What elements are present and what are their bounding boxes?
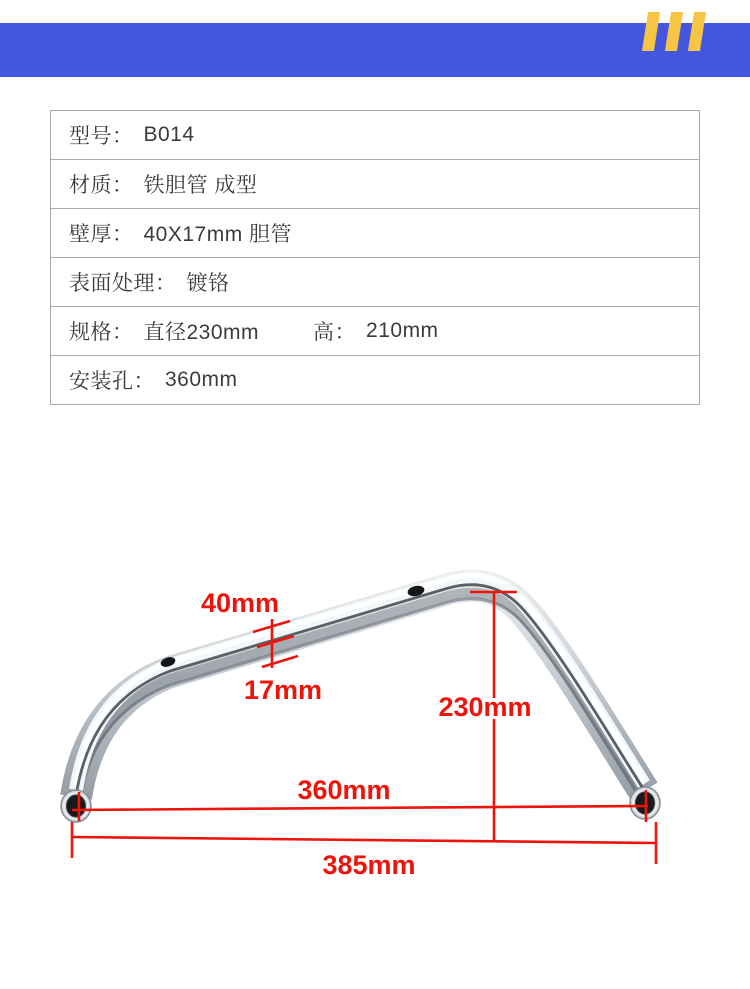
dimension-lines [72,592,657,864]
spec-label: 规格： [69,321,134,344]
spec-value: 40X17mm 胆管 [143,223,293,246]
spec-label: 型号： [69,125,134,148]
spec-label: 材质： [69,174,134,197]
spec-row-wall-thickness [51,209,699,258]
spec-value: 铁胆管 成型 [143,174,258,197]
spec-label: 表面处理： [69,272,177,295]
spec-row-material [51,160,699,209]
spec-value: 360mm [165,368,238,391]
header-blue-bar [0,23,750,77]
product-photo [0,540,750,900]
spec-value: 镀铬 [186,272,230,295]
spec-row-model [51,111,699,160]
spec-label: 壁厚： [69,223,134,246]
spec-value: 直径230mm [143,321,260,344]
product-figure [0,540,750,900]
spec-row-surface [51,258,699,307]
dim-label-tube-thickness: 17mm [243,675,323,705]
dim-label-tube-width: 40mm [200,588,280,618]
stripe-icon [642,12,660,51]
tube-foot-left [61,790,91,822]
dim-label-mounting-span: 360mm [297,775,391,805]
spec-value: B014 [143,123,195,146]
stripe-icon [665,12,683,51]
spec-table [50,110,700,405]
spec-row-mounting-hole [51,356,699,404]
triple-slash-stripes-icon [642,12,706,51]
spec-row-size [51,307,699,356]
spec-label: 安装孔： [69,370,155,393]
dim-label-overall-width: 385mm [322,850,416,880]
spec-value: 210mm [366,319,439,342]
dim-label-height: 230mm [438,692,532,722]
spec-label: 高： [313,321,357,344]
